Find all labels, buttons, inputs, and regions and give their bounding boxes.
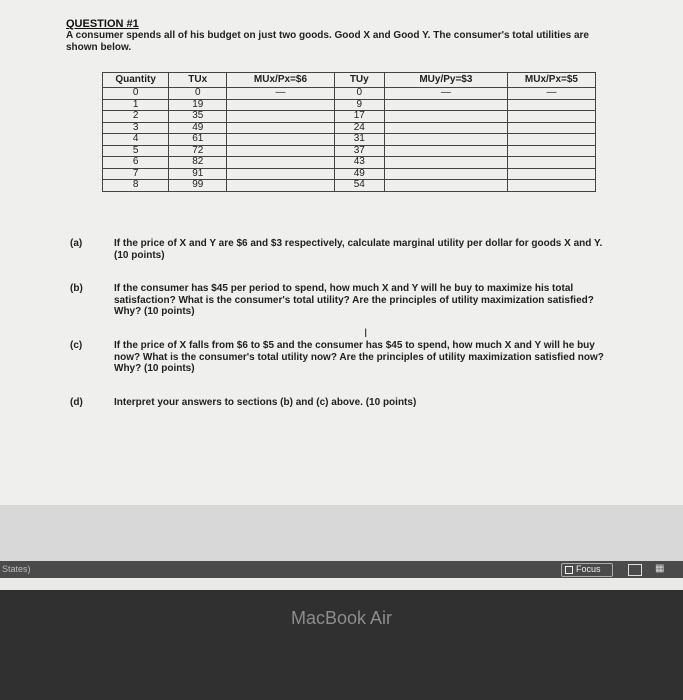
cell-quantity: 0 — [103, 88, 169, 100]
table-row — [103, 180, 596, 192]
table-row — [103, 88, 596, 100]
cell-quantity: 7 — [103, 168, 169, 180]
cell-mux-px5 — [507, 145, 595, 157]
cell-tuy: 17 — [334, 111, 384, 123]
question-text: If the consumer has $45 per period to spend, how much X and Y will he buy to maximize his total satisfaction? What is the consumer's total utility? Are the principles of utility maximization satisfied? Why? (10 points) — [114, 283, 594, 317]
cell-tux: 99 — [169, 180, 227, 192]
cell-quantity: 8 — [103, 180, 169, 192]
cell-mux-px5 — [507, 180, 595, 192]
header-muy-py3: MUy/Py=$3 — [384, 73, 507, 88]
cell-mux-px5 — [507, 99, 595, 111]
cell-mux-px6 — [227, 157, 335, 169]
question-text: If the price of X and Y are $6 and $3 respectively, calculate marginal utility per dollar for goods X and Y. (10 points) — [114, 238, 603, 261]
table-header-row — [103, 73, 596, 88]
status-bar-label: States) — [2, 564, 31, 574]
header-mux-px6: MUx/Px=$6 — [227, 73, 335, 88]
cell-mux-px5 — [507, 111, 595, 123]
layout-icon[interactable] — [628, 564, 642, 576]
table-row — [103, 99, 596, 111]
cell-tux: 72 — [169, 145, 227, 157]
cell-mux-px5 — [507, 122, 595, 134]
cell-mux-px5 — [507, 134, 595, 146]
cell-tuy: 24 — [334, 122, 384, 134]
cell-mux-px5: — — [507, 88, 595, 100]
table-row — [103, 145, 596, 157]
document-bottom-strip — [0, 505, 683, 561]
cell-tuy: 37 — [334, 145, 384, 157]
cell-muy-py3 — [384, 134, 507, 146]
cell-tux: 0 — [169, 88, 227, 100]
cell-muy-py3 — [384, 99, 507, 111]
cell-quantity: 4 — [103, 134, 169, 146]
focus-button[interactable] — [561, 563, 613, 577]
question-label: (b) — [70, 283, 83, 294]
table-row — [103, 111, 596, 123]
cell-mux-px6 — [227, 180, 335, 192]
cell-mux-px6 — [227, 99, 335, 111]
cell-tux: 61 — [169, 134, 227, 146]
question-text: If the price of X falls from $6 to $5 and the consumer has $45 to spend, how much X and Y will he buy now? What is the consumer's total utility now? Are the principles of utility maximization satisfied now? Why? (10 points) — [114, 340, 604, 374]
question-label: (a) — [70, 238, 83, 249]
question-text: Interpret your answers to sections (b) and (c) above. (10 points) — [114, 397, 417, 408]
cell-muy-py3 — [384, 168, 507, 180]
cell-muy-py3 — [384, 122, 507, 134]
cell-muy-py3: — — [384, 88, 507, 100]
utility-table — [102, 72, 596, 192]
cell-tux: 49 — [169, 122, 227, 134]
table-row — [103, 122, 596, 134]
cell-mux-px5 — [507, 168, 595, 180]
cell-mux-px6: — — [227, 88, 335, 100]
header-quantity: Quantity — [103, 73, 169, 88]
cell-tux: 82 — [169, 157, 227, 169]
cell-quantity: 1 — [103, 99, 169, 111]
question-label: (c) — [70, 340, 83, 351]
cell-muy-py3 — [384, 145, 507, 157]
cell-quantity: 2 — [103, 111, 169, 123]
header-tuy: TUy — [334, 73, 384, 88]
laptop-bezel — [0, 590, 683, 700]
cell-quantity: 3 — [103, 122, 169, 134]
cell-tuy: 0 — [334, 88, 384, 100]
cell-tuy: 9 — [334, 99, 384, 111]
table-row — [103, 134, 596, 146]
question-title: QUESTION #1 — [66, 18, 139, 30]
cell-mux-px6 — [227, 168, 335, 180]
text-cursor-icon: I — [364, 326, 368, 340]
cell-mux-px6 — [227, 122, 335, 134]
header-tux: TUx — [169, 73, 227, 88]
cell-tux: 91 — [169, 168, 227, 180]
web-layout-icon[interactable]: ▦ — [655, 563, 665, 574]
cell-tux: 35 — [169, 111, 227, 123]
cell-quantity: 5 — [103, 145, 169, 157]
focus-icon — [565, 566, 573, 574]
cell-tuy: 43 — [334, 157, 384, 169]
cell-mux-px5 — [507, 157, 595, 169]
question-label: (d) — [70, 397, 83, 408]
header-mux-px5: MUx/Px=$5 — [507, 73, 595, 88]
cell-muy-py3 — [384, 157, 507, 169]
table-row — [103, 168, 596, 180]
cell-tuy: 54 — [334, 180, 384, 192]
question-intro: A consumer spends all of his budget on just two goods. Good X and Good Y. The consumer's total utilities are shown below. — [66, 30, 589, 53]
cell-mux-px6 — [227, 134, 335, 146]
focus-label: Focus — [576, 564, 601, 574]
cell-muy-py3 — [384, 180, 507, 192]
cell-quantity: 6 — [103, 157, 169, 169]
cell-mux-px6 — [227, 111, 335, 123]
table-row — [103, 157, 596, 169]
cell-mux-px6 — [227, 145, 335, 157]
laptop-brand: MacBook Air — [290, 608, 393, 628]
cell-tuy: 31 — [334, 134, 384, 146]
cell-muy-py3 — [384, 111, 507, 123]
cell-tux: 19 — [169, 99, 227, 111]
cell-tuy: 49 — [334, 168, 384, 180]
status-bar — [0, 561, 683, 578]
